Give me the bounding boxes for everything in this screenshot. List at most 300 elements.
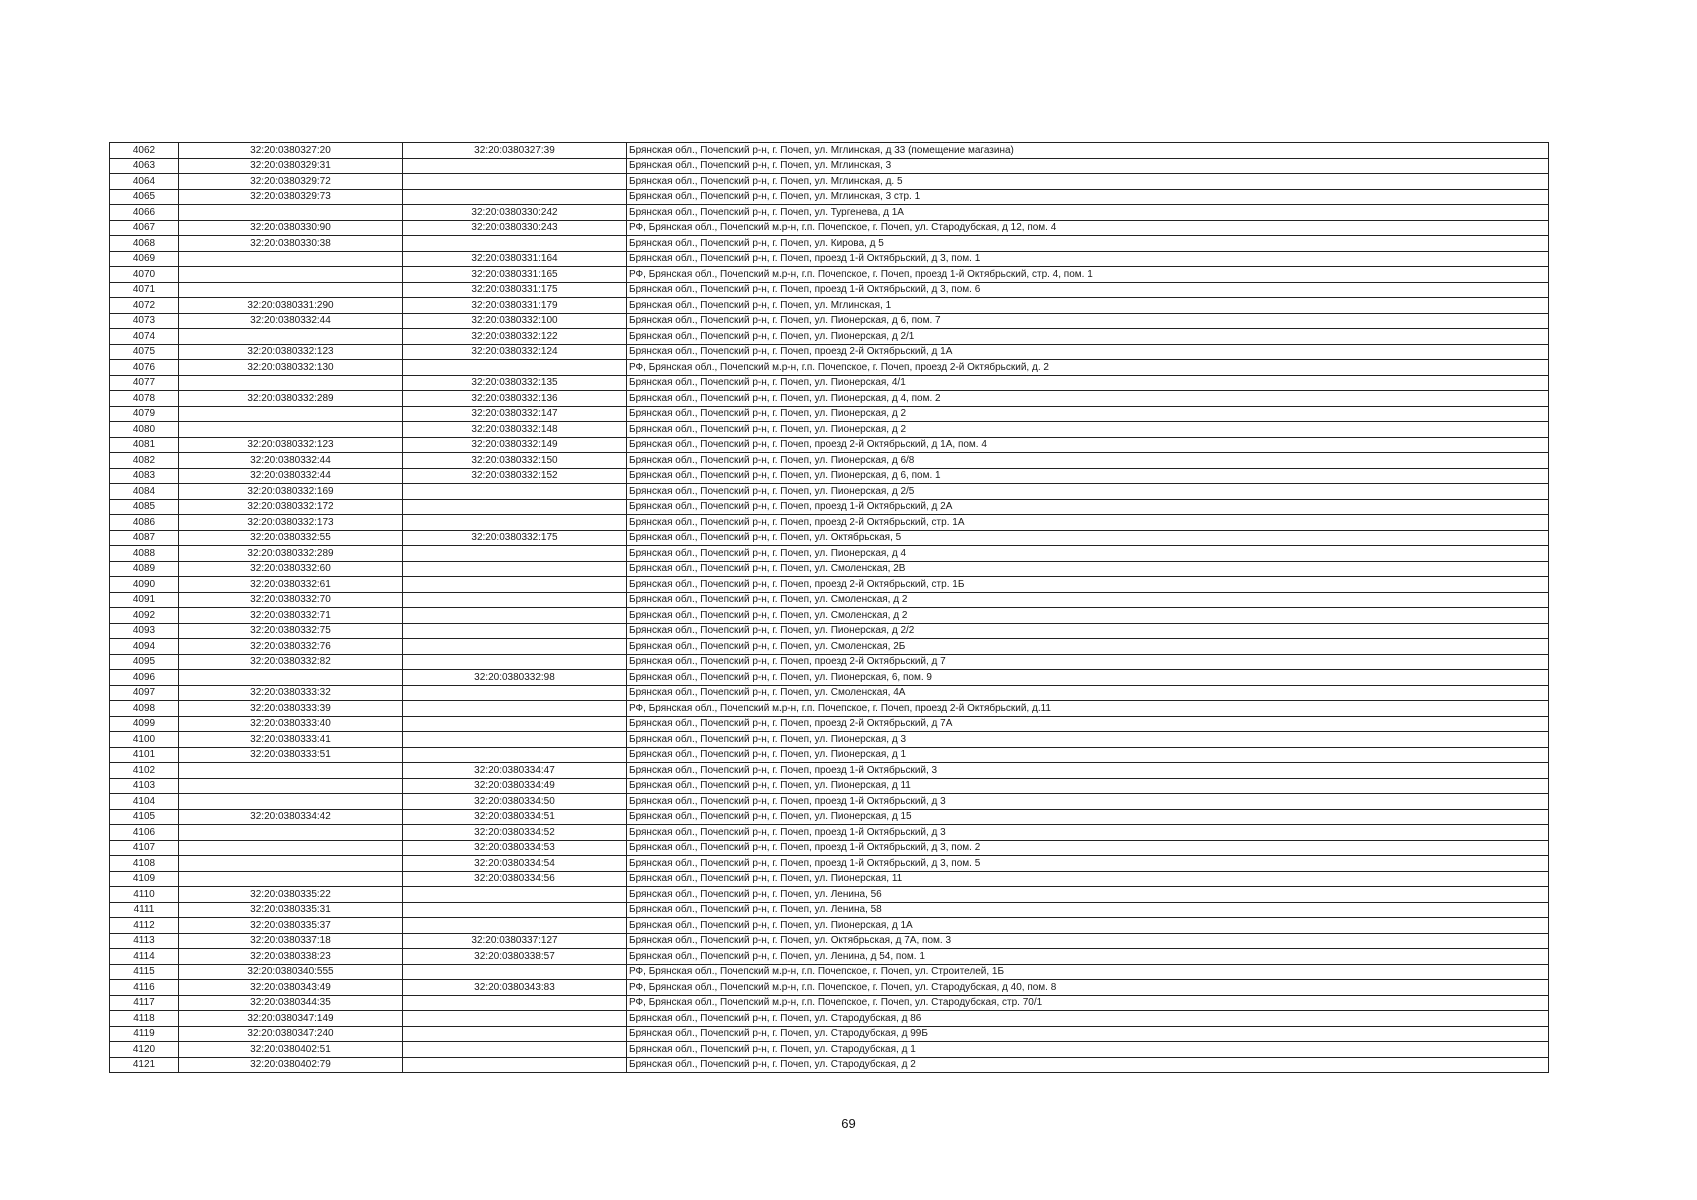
table-row xyxy=(110,747,1549,763)
cadastral-number-cell: 32:20:0380332:76 xyxy=(179,639,403,655)
address-cell: Брянская обл., Почепский р-н, г. Почеп, проезд 1-й Октябрьский, д 2А xyxy=(627,499,1549,515)
cadastral-number-cell: 32:20:0380344:35 xyxy=(179,995,403,1011)
registry-table xyxy=(109,142,1549,1073)
table-row xyxy=(110,468,1549,484)
row-number-cell: 4084 xyxy=(110,484,179,500)
row-number-cell: 4069 xyxy=(110,251,179,267)
address-cell: Брянская обл., Почепский р-н, г. Почеп, ул. Стародубская, д 2 xyxy=(627,1057,1549,1073)
address-cell: Брянская обл., Почепский р-н, г. Почеп, проезд 1-й Октябрьский, д 3, пом. 1 xyxy=(627,251,1549,267)
address-cell: Брянская обл., Почепский р-н, г. Почеп, ул. Мглинская, 3 xyxy=(627,158,1549,174)
row-number-cell: 4121 xyxy=(110,1057,179,1073)
address-cell: Брянская обл., Почепский р-н, г. Почеп, проезд 2-й Октябрьский, д 1А xyxy=(627,344,1549,360)
table-row xyxy=(110,980,1549,996)
table-row xyxy=(110,716,1549,732)
premises-cadastral-number-cell xyxy=(403,964,627,980)
address-cell: Брянская обл., Почепский р-н, г. Почеп, ул. Пионерская, д 2/5 xyxy=(627,484,1549,500)
cadastral-number-cell: 32:20:0380329:72 xyxy=(179,174,403,190)
table-row xyxy=(110,174,1549,190)
row-number-cell: 4114 xyxy=(110,949,179,965)
table-row xyxy=(110,499,1549,515)
address-cell: Брянская обл., Почепский р-н, г. Почеп, ул. Мглинская, д. 5 xyxy=(627,174,1549,190)
cadastral-number-cell: 32:20:0380332:44 xyxy=(179,313,403,329)
cadastral-number-cell: 32:20:0380402:51 xyxy=(179,1042,403,1058)
address-cell: РФ, Брянская обл., Почепский м.р-н, г.п. Почепское, г. Почеп, ул. Строителей, 1Б xyxy=(627,964,1549,980)
premises-cadastral-number-cell xyxy=(403,685,627,701)
cadastral-number-cell: 32:20:0380332:82 xyxy=(179,654,403,670)
premises-cadastral-number-cell xyxy=(403,592,627,608)
premises-cadastral-number-cell xyxy=(403,887,627,903)
premises-cadastral-number-cell: 32:20:0380334:52 xyxy=(403,825,627,841)
address-cell: Брянская обл., Почепский р-н, г. Почеп, проезд 1-й Октябрьский, д 3, пом. 5 xyxy=(627,856,1549,872)
address-cell: РФ, Брянская обл., Почепский м.р-н, г.п. Почепское, г. Почеп, проезд 1-й Октябрьский, стр. 4, пом. 1 xyxy=(627,267,1549,283)
table-row xyxy=(110,298,1549,314)
cadastral-number-cell: 32:20:0380330:38 xyxy=(179,236,403,252)
premises-cadastral-number-cell xyxy=(403,499,627,515)
premises-cadastral-number-cell xyxy=(403,623,627,639)
row-number-cell: 4071 xyxy=(110,282,179,298)
premises-cadastral-number-cell xyxy=(403,515,627,531)
cadastral-number-cell: 32:20:0380332:123 xyxy=(179,437,403,453)
address-cell: Брянская обл., Почепский р-н, г. Почеп, ул. Мглинская, д 33 (помещение магазина) xyxy=(627,143,1549,159)
premises-cadastral-number-cell xyxy=(403,577,627,593)
row-number-cell: 4066 xyxy=(110,205,179,221)
table-row xyxy=(110,453,1549,469)
table-row xyxy=(110,949,1549,965)
cadastral-number-cell: 32:20:0380335:22 xyxy=(179,887,403,903)
address-cell: Брянская обл., Почепский р-н, г. Почеп, ул. Пионерская, д 2/1 xyxy=(627,329,1549,345)
premises-cadastral-number-cell: 32:20:0380334:53 xyxy=(403,840,627,856)
table-row xyxy=(110,391,1549,407)
address-cell: Брянская обл., Почепский р-н, г. Почеп, проезд 2-й Октябрьский, стр. 1А xyxy=(627,515,1549,531)
row-number-cell: 4083 xyxy=(110,468,179,484)
cadastral-number-cell: 32:20:0380332:289 xyxy=(179,391,403,407)
row-number-cell: 4076 xyxy=(110,360,179,376)
cadastral-number-cell: 32:20:0380332:130 xyxy=(179,360,403,376)
cadastral-number-cell xyxy=(179,871,403,887)
address-cell: Брянская обл., Почепский р-н, г. Почеп, ул. Смоленская, 4А xyxy=(627,685,1549,701)
cadastral-number-cell: 32:20:0380332:173 xyxy=(179,515,403,531)
premises-cadastral-number-cell: 32:20:0380330:242 xyxy=(403,205,627,221)
row-number-cell: 4077 xyxy=(110,375,179,391)
row-number-cell: 4065 xyxy=(110,189,179,205)
premises-cadastral-number-cell xyxy=(403,484,627,500)
row-number-cell: 4117 xyxy=(110,995,179,1011)
table-row xyxy=(110,701,1549,717)
table-row xyxy=(110,515,1549,531)
address-cell: Брянская обл., Почепский р-н, г. Почеп, ул. Кирова, д 5 xyxy=(627,236,1549,252)
address-cell: Брянская обл., Почепский р-н, г. Почеп, ул. Мглинская, 1 xyxy=(627,298,1549,314)
premises-cadastral-number-cell: 32:20:0380332:100 xyxy=(403,313,627,329)
premises-cadastral-number-cell xyxy=(403,732,627,748)
cadastral-number-cell: 32:20:0380332:289 xyxy=(179,546,403,562)
address-cell: Брянская обл., Почепский р-н, г. Почеп, проезд 1-й Октябрьский, д 3 xyxy=(627,794,1549,810)
premises-cadastral-number-cell: 32:20:0380332:135 xyxy=(403,375,627,391)
cadastral-number-cell: 32:20:0380347:149 xyxy=(179,1011,403,1027)
address-cell: РФ, Брянская обл., Почепский м.р-н, г.п. Почепское, г. Почеп, ул. Стародубская, стр. 70/1 xyxy=(627,995,1549,1011)
premises-cadastral-number-cell: 32:20:0380334:50 xyxy=(403,794,627,810)
address-cell: Брянская обл., Почепский р-н, г. Почеп, проезд 1-й Октябрьский, д 3, пом. 6 xyxy=(627,282,1549,298)
row-number-cell: 4081 xyxy=(110,437,179,453)
cadastral-number-cell xyxy=(179,856,403,872)
premises-cadastral-number-cell: 32:20:0380334:49 xyxy=(403,778,627,794)
table-row xyxy=(110,670,1549,686)
premises-cadastral-number-cell: 32:20:0380331:165 xyxy=(403,267,627,283)
address-cell: Брянская обл., Почепский р-н, г. Почеп, ул. Стародубская, д 99Б xyxy=(627,1026,1549,1042)
address-cell: РФ, Брянская обл., Почепский м.р-н, г.п. Почепское, г. Почеп, ул. Стародубская, д 40, пом. 8 xyxy=(627,980,1549,996)
premises-cadastral-number-cell: 32:20:0380332:122 xyxy=(403,329,627,345)
address-cell: Брянская обл., Почепский р-н, г. Почеп, ул. Октябрьская, д 7А, пом. 3 xyxy=(627,933,1549,949)
address-cell: РФ, Брянская обл., Почепский м.р-н, г.п. Почепское, г. Почеп, проезд 2-й Октябрьский, д. 2 xyxy=(627,360,1549,376)
cadastral-number-cell xyxy=(179,375,403,391)
cadastral-number-cell: 32:20:0380333:32 xyxy=(179,685,403,701)
address-cell: Брянская обл., Почепский р-н, г. Почеп, ул. Пионерская, д 4, пом. 2 xyxy=(627,391,1549,407)
table-row xyxy=(110,840,1549,856)
cadastral-number-cell: 32:20:0380332:70 xyxy=(179,592,403,608)
row-number-cell: 4082 xyxy=(110,453,179,469)
premises-cadastral-number-cell: 32:20:0380332:149 xyxy=(403,437,627,453)
cadastral-number-cell xyxy=(179,778,403,794)
table-row xyxy=(110,964,1549,980)
row-number-cell: 4101 xyxy=(110,747,179,763)
address-cell: Брянская обл., Почепский р-н, г. Почеп, проезд 2-й Октябрьский, стр. 1Б xyxy=(627,577,1549,593)
premises-cadastral-number-cell xyxy=(403,1057,627,1073)
row-number-cell: 4092 xyxy=(110,608,179,624)
address-cell: РФ, Брянская обл., Почепский м.р-н, г.п. Почепское, г. Почеп, ул. Стародубская, д 12, пом. 4 xyxy=(627,220,1549,236)
row-number-cell: 4070 xyxy=(110,267,179,283)
premises-cadastral-number-cell xyxy=(403,995,627,1011)
cadastral-number-cell: 32:20:0380329:73 xyxy=(179,189,403,205)
cadastral-number-cell: 32:20:0380347:240 xyxy=(179,1026,403,1042)
address-cell: Брянская обл., Почепский р-н, г. Почеп, проезд 1-й Октябрьский, 3 xyxy=(627,763,1549,779)
row-number-cell: 4073 xyxy=(110,313,179,329)
cadastral-number-cell xyxy=(179,267,403,283)
row-number-cell: 4075 xyxy=(110,344,179,360)
address-cell: Брянская обл., Почепский р-н, г. Почеп, проезд 1-й Октябрьский, д 3, пом. 2 xyxy=(627,840,1549,856)
row-number-cell: 4068 xyxy=(110,236,179,252)
row-number-cell: 4097 xyxy=(110,685,179,701)
address-cell: Брянская обл., Почепский р-н, г. Почеп, ул. Октябрьская, 5 xyxy=(627,530,1549,546)
premises-cadastral-number-cell xyxy=(403,639,627,655)
row-number-cell: 4118 xyxy=(110,1011,179,1027)
cadastral-number-cell: 32:20:0380332:44 xyxy=(179,453,403,469)
row-number-cell: 4100 xyxy=(110,732,179,748)
cadastral-number-cell: 32:20:0380329:31 xyxy=(179,158,403,174)
row-number-cell: 4111 xyxy=(110,902,179,918)
address-cell: Брянская обл., Почепский р-н, г. Почеп, ул. Пионерская, д 1А xyxy=(627,918,1549,934)
table-row xyxy=(110,158,1549,174)
cadastral-number-cell: 32:20:0380332:61 xyxy=(179,577,403,593)
row-number-cell: 4089 xyxy=(110,561,179,577)
address-cell: Брянская обл., Почепский р-н, г. Почеп, ул. Смоленская, д 2 xyxy=(627,592,1549,608)
address-cell: Брянская обл., Почепский р-н, г. Почеп, ул. Пионерская, 11 xyxy=(627,871,1549,887)
premises-cadastral-number-cell xyxy=(403,360,627,376)
premises-cadastral-number-cell xyxy=(403,561,627,577)
table-row xyxy=(110,778,1549,794)
address-cell: Брянская обл., Почепский р-н, г. Почеп, ул. Смоленская, д 2 xyxy=(627,608,1549,624)
table-row xyxy=(110,360,1549,376)
address-cell: Брянская обл., Почепский р-н, г. Почеп, ул. Ленина, д 54, пом. 1 xyxy=(627,949,1549,965)
row-number-cell: 4119 xyxy=(110,1026,179,1042)
address-cell: Брянская обл., Почепский р-н, г. Почеп, проезд 2-й Октябрьский, д 7 xyxy=(627,654,1549,670)
row-number-cell: 4106 xyxy=(110,825,179,841)
address-cell: Брянская обл., Почепский р-н, г. Почеп, ул. Пионерская, д 6/8 xyxy=(627,453,1549,469)
row-number-cell: 4103 xyxy=(110,778,179,794)
cadastral-number-cell: 32:20:0380333:51 xyxy=(179,747,403,763)
address-cell: РФ, Брянская обл., Почепский м.р-н, г.п. Почепское, г. Почеп, проезд 2-й Октябрьский, д.11 xyxy=(627,701,1549,717)
premises-cadastral-number-cell: 32:20:0380332:148 xyxy=(403,422,627,438)
cadastral-number-cell xyxy=(179,406,403,422)
address-cell: Брянская обл., Почепский р-н, г. Почеп, ул. Пионерская, д 3 xyxy=(627,732,1549,748)
cadastral-number-cell xyxy=(179,205,403,221)
table-row xyxy=(110,484,1549,500)
registry-table-body xyxy=(110,143,1549,1073)
table-row xyxy=(110,608,1549,624)
address-cell: Брянская обл., Почепский р-н, г. Почеп, ул. Ленина, 56 xyxy=(627,887,1549,903)
table-row xyxy=(110,1011,1549,1027)
cadastral-number-cell xyxy=(179,422,403,438)
table-row xyxy=(110,1026,1549,1042)
premises-cadastral-number-cell: 32:20:0380331:175 xyxy=(403,282,627,298)
premises-cadastral-number-cell xyxy=(403,1042,627,1058)
row-number-cell: 4093 xyxy=(110,623,179,639)
table-row xyxy=(110,344,1549,360)
table-row xyxy=(110,902,1549,918)
row-number-cell: 4104 xyxy=(110,794,179,810)
row-number-cell: 4064 xyxy=(110,174,179,190)
cadastral-number-cell xyxy=(179,840,403,856)
premises-cadastral-number-cell xyxy=(403,902,627,918)
table-row xyxy=(110,1057,1549,1073)
table-row xyxy=(110,375,1549,391)
premises-cadastral-number-cell xyxy=(403,716,627,732)
cadastral-number-cell: 32:20:0380332:55 xyxy=(179,530,403,546)
table-row xyxy=(110,530,1549,546)
cadastral-number-cell xyxy=(179,763,403,779)
cadastral-number-cell: 32:20:0380333:39 xyxy=(179,701,403,717)
row-number-cell: 4072 xyxy=(110,298,179,314)
cadastral-number-cell: 32:20:0380333:40 xyxy=(179,716,403,732)
address-cell: Брянская обл., Почепский р-н, г. Почеп, ул. Пионерская, д 1 xyxy=(627,747,1549,763)
premises-cadastral-number-cell xyxy=(403,608,627,624)
row-number-cell: 4116 xyxy=(110,980,179,996)
premises-cadastral-number-cell: 32:20:0380334:47 xyxy=(403,763,627,779)
cadastral-number-cell: 32:20:0380332:123 xyxy=(179,344,403,360)
table-row xyxy=(110,546,1549,562)
address-cell: Брянская обл., Почепский р-н, г. Почеп, проезд 2-й Октябрьский, д 7А xyxy=(627,716,1549,732)
table-row xyxy=(110,422,1549,438)
table-row xyxy=(110,763,1549,779)
premises-cadastral-number-cell: 32:20:0380332:147 xyxy=(403,406,627,422)
row-number-cell: 4090 xyxy=(110,577,179,593)
address-cell: Брянская обл., Почепский р-н, г. Почеп, ул. Тургенева, д 1А xyxy=(627,205,1549,221)
premises-cadastral-number-cell: 32:20:0380332:124 xyxy=(403,344,627,360)
row-number-cell: 4088 xyxy=(110,546,179,562)
cadastral-number-cell: 32:20:0380338:23 xyxy=(179,949,403,965)
cadastral-number-cell: 32:20:0380333:41 xyxy=(179,732,403,748)
premises-cadastral-number-cell: 32:20:0380337:127 xyxy=(403,933,627,949)
row-number-cell: 4107 xyxy=(110,840,179,856)
table-row xyxy=(110,406,1549,422)
table-row xyxy=(110,437,1549,453)
row-number-cell: 4086 xyxy=(110,515,179,531)
row-number-cell: 4112 xyxy=(110,918,179,934)
cadastral-number-cell: 32:20:0380332:172 xyxy=(179,499,403,515)
table-row xyxy=(110,267,1549,283)
row-number-cell: 4094 xyxy=(110,639,179,655)
premises-cadastral-number-cell: 32:20:0380334:54 xyxy=(403,856,627,872)
address-cell: Брянская обл., Почепский р-н, г. Почеп, ул. Ленина, 58 xyxy=(627,902,1549,918)
cadastral-number-cell xyxy=(179,825,403,841)
row-number-cell: 4113 xyxy=(110,933,179,949)
premises-cadastral-number-cell: 32:20:0380327:39 xyxy=(403,143,627,159)
cadastral-number-cell xyxy=(179,329,403,345)
table-row xyxy=(110,809,1549,825)
cadastral-number-cell: 32:20:0380340:555 xyxy=(179,964,403,980)
cadastral-number-cell xyxy=(179,251,403,267)
row-number-cell: 4109 xyxy=(110,871,179,887)
premises-cadastral-number-cell xyxy=(403,236,627,252)
cadastral-number-cell xyxy=(179,670,403,686)
table-row xyxy=(110,794,1549,810)
address-cell: Брянская обл., Почепский р-н, г. Почеп, ул. Стародубская, д 1 xyxy=(627,1042,1549,1058)
cadastral-number-cell: 32:20:0380330:90 xyxy=(179,220,403,236)
table-row xyxy=(110,995,1549,1011)
table-row xyxy=(110,282,1549,298)
address-cell: Брянская обл., Почепский р-н, г. Почеп, проезд 2-й Октябрьский, д 1А, пом. 4 xyxy=(627,437,1549,453)
row-number-cell: 4105 xyxy=(110,809,179,825)
table-row xyxy=(110,933,1549,949)
address-cell: Брянская обл., Почепский р-н, г. Почеп, ул. Пионерская, д 4 xyxy=(627,546,1549,562)
premises-cadastral-number-cell xyxy=(403,189,627,205)
table-row xyxy=(110,1042,1549,1058)
premises-cadastral-number-cell xyxy=(403,701,627,717)
address-cell: Брянская обл., Почепский р-н, г. Почеп, ул. Пионерская, д 11 xyxy=(627,778,1549,794)
address-cell: Брянская обл., Почепский р-н, г. Почеп, ул. Смоленская, 2Б xyxy=(627,639,1549,655)
premises-cadastral-number-cell: 32:20:0380332:98 xyxy=(403,670,627,686)
row-number-cell: 4080 xyxy=(110,422,179,438)
address-cell: Брянская обл., Почепский р-н, г. Почеп, проезд 1-й Октябрьский, д 3 xyxy=(627,825,1549,841)
address-cell: Брянская обл., Почепский р-н, г. Почеп, ул. Мглинская, 3 стр. 1 xyxy=(627,189,1549,205)
table-row xyxy=(110,685,1549,701)
cadastral-number-cell: 32:20:0380402:79 xyxy=(179,1057,403,1073)
premises-cadastral-number-cell xyxy=(403,1026,627,1042)
premises-cadastral-number-cell xyxy=(403,546,627,562)
cadastral-number-cell: 32:20:0380332:60 xyxy=(179,561,403,577)
address-cell: Брянская обл., Почепский р-н, г. Почеп, ул. Пионерская, д 6, пом. 1 xyxy=(627,468,1549,484)
table-row xyxy=(110,732,1549,748)
table-row xyxy=(110,856,1549,872)
premises-cadastral-number-cell: 32:20:0380332:150 xyxy=(403,453,627,469)
premises-cadastral-number-cell: 32:20:0380332:175 xyxy=(403,530,627,546)
row-number-cell: 4067 xyxy=(110,220,179,236)
table-row xyxy=(110,236,1549,252)
premises-cadastral-number-cell: 32:20:0380332:152 xyxy=(403,468,627,484)
table-row xyxy=(110,871,1549,887)
address-cell: Брянская обл., Почепский р-н, г. Почеп, ул. Пионерская, 4/1 xyxy=(627,375,1549,391)
premises-cadastral-number-cell: 32:20:0380338:57 xyxy=(403,949,627,965)
cadastral-number-cell: 32:20:0380332:44 xyxy=(179,468,403,484)
premises-cadastral-number-cell: 32:20:0380334:51 xyxy=(403,809,627,825)
row-number-cell: 4062 xyxy=(110,143,179,159)
cadastral-number-cell: 32:20:0380343:49 xyxy=(179,980,403,996)
row-number-cell: 4095 xyxy=(110,654,179,670)
table-row xyxy=(110,887,1549,903)
table-row xyxy=(110,577,1549,593)
row-number-cell: 4087 xyxy=(110,530,179,546)
row-number-cell: 4074 xyxy=(110,329,179,345)
premises-cadastral-number-cell xyxy=(403,747,627,763)
table-row xyxy=(110,205,1549,221)
table-row xyxy=(110,251,1549,267)
table-row xyxy=(110,189,1549,205)
row-number-cell: 4120 xyxy=(110,1042,179,1058)
page-number: 69 xyxy=(841,1116,856,1131)
row-number-cell: 4110 xyxy=(110,887,179,903)
address-cell: Брянская обл., Почепский р-н, г. Почеп, ул. Стародубская, д 86 xyxy=(627,1011,1549,1027)
address-cell: Брянская обл., Почепский р-н, г. Почеп, ул. Пионерская, д 15 xyxy=(627,809,1549,825)
address-cell: Брянская обл., Почепский р-н, г. Почеп, ул. Смоленская, 2В xyxy=(627,561,1549,577)
table-row xyxy=(110,220,1549,236)
cadastral-number-cell: 32:20:0380332:75 xyxy=(179,623,403,639)
cadastral-number-cell xyxy=(179,794,403,810)
cadastral-number-cell: 32:20:0380335:31 xyxy=(179,902,403,918)
table-row xyxy=(110,918,1549,934)
row-number-cell: 4108 xyxy=(110,856,179,872)
table-row xyxy=(110,143,1549,159)
cadastral-number-cell: 32:20:0380331:290 xyxy=(179,298,403,314)
row-number-cell: 4096 xyxy=(110,670,179,686)
premises-cadastral-number-cell: 32:20:0380334:56 xyxy=(403,871,627,887)
table-row xyxy=(110,639,1549,655)
cadastral-number-cell: 32:20:0380334:42 xyxy=(179,809,403,825)
premises-cadastral-number-cell: 32:20:0380332:136 xyxy=(403,391,627,407)
table-row xyxy=(110,654,1549,670)
table-row xyxy=(110,313,1549,329)
cadastral-number-cell xyxy=(179,282,403,298)
premises-cadastral-number-cell xyxy=(403,1011,627,1027)
row-number-cell: 4078 xyxy=(110,391,179,407)
cadastral-number-cell: 32:20:0380332:169 xyxy=(179,484,403,500)
premises-cadastral-number-cell: 32:20:0380330:243 xyxy=(403,220,627,236)
row-number-cell: 4115 xyxy=(110,964,179,980)
cadastral-number-cell: 32:20:0380332:71 xyxy=(179,608,403,624)
row-number-cell: 4085 xyxy=(110,499,179,515)
premises-cadastral-number-cell xyxy=(403,654,627,670)
row-number-cell: 4099 xyxy=(110,716,179,732)
address-cell: Брянская обл., Почепский р-н, г. Почеп, ул. Пионерская, д 2 xyxy=(627,406,1549,422)
premises-cadastral-number-cell xyxy=(403,918,627,934)
row-number-cell: 4079 xyxy=(110,406,179,422)
cadastral-number-cell: 32:20:0380337:18 xyxy=(179,933,403,949)
row-number-cell: 4091 xyxy=(110,592,179,608)
cadastral-number-cell: 32:20:0380327:20 xyxy=(179,143,403,159)
table-row xyxy=(110,592,1549,608)
address-cell: Брянская обл., Почепский р-н, г. Почеп, ул. Пионерская, 6, пом. 9 xyxy=(627,670,1549,686)
row-number-cell: 4098 xyxy=(110,701,179,717)
row-number-cell: 4063 xyxy=(110,158,179,174)
address-cell: Брянская обл., Почепский р-н, г. Почеп, ул. Пионерская, д 2 xyxy=(627,422,1549,438)
cadastral-number-cell: 32:20:0380335:37 xyxy=(179,918,403,934)
table-row xyxy=(110,561,1549,577)
premises-cadastral-number-cell: 32:20:0380331:164 xyxy=(403,251,627,267)
address-cell: Брянская обл., Почепский р-н, г. Почеп, ул. Пионерская, д 2/2 xyxy=(627,623,1549,639)
address-cell: Брянская обл., Почепский р-н, г. Почеп, ул. Пионерская, д 6, пом. 7 xyxy=(627,313,1549,329)
row-number-cell: 4102 xyxy=(110,763,179,779)
premises-cadastral-number-cell xyxy=(403,158,627,174)
premises-cadastral-number-cell: 32:20:0380343:83 xyxy=(403,980,627,996)
table-row xyxy=(110,329,1549,345)
premises-cadastral-number-cell: 32:20:0380331:179 xyxy=(403,298,627,314)
